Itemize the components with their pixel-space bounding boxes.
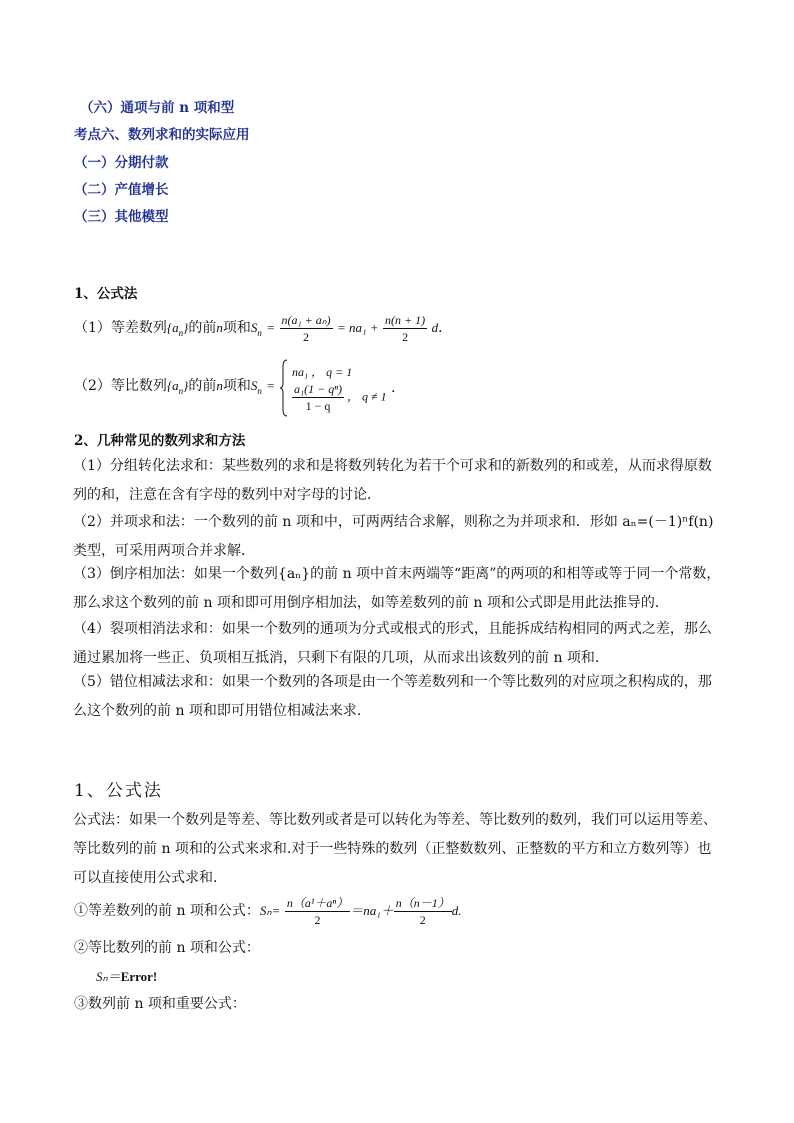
case-1: na₁ ， q = 1 xyxy=(291,364,353,379)
formula-symbol: {a xyxy=(166,320,179,335)
outline-item-2: 考点六、数列求和的实际应用 xyxy=(74,127,250,143)
section-heading-formula-method: 1、公式法 xyxy=(74,781,163,801)
formula-symbol: d xyxy=(431,320,439,335)
method-paragraph-4: （4）裂项相消法求和：如果一个数列的通项为分式或根式的形式，且能拆成结构相同的两式之差，那么通过累加将一些正、负项相互抵消，只剩下有限的几项，从而求出该数列的前 n 项和． xyxy=(73,621,712,666)
fraction-numerator: n(n + 1) xyxy=(385,312,426,327)
fraction xyxy=(394,895,452,928)
fraction-denominator: 2 xyxy=(314,912,321,927)
formula-symbol: = na₁ + xyxy=(337,320,379,335)
section-title-common-methods: 2、几种常见的数列求和方法 xyxy=(74,433,246,449)
formula-symbol: } xyxy=(183,320,189,335)
outline-item-1: （六）通项与前 n 项和型 xyxy=(80,100,235,116)
error-text: Error! xyxy=(120,969,158,984)
outline-item-4: （二）产值增长 xyxy=(74,182,169,198)
formula-text: 的前 xyxy=(188,378,217,394)
formula-subscript: n xyxy=(257,327,262,338)
piecewise-cases xyxy=(292,363,387,414)
formula-symbol: = xyxy=(266,320,276,335)
fraction-denominator: 2 xyxy=(402,329,409,344)
method-paragraph-5: （5）错位相减法求和：如果一个数列的各项是由一个等差数列和一个等比数列的对应项之积构成的，那么这个数列的前 n 项和即可用错位相减法来求. xyxy=(73,674,712,719)
geometric-formula-line xyxy=(96,962,157,992)
formula-symbol: d. xyxy=(451,903,462,918)
formula-symbol: } xyxy=(183,378,189,393)
formula-text: ． xyxy=(391,379,406,396)
formula-text: 的前 xyxy=(188,320,217,336)
left-brace xyxy=(280,359,288,417)
formula-symbol: n xyxy=(216,320,223,335)
formula-text: ． xyxy=(438,320,453,336)
case-2-condition: ， q ≠ 1 xyxy=(347,389,387,404)
formula-arithmetic-sum xyxy=(74,310,452,351)
formula-subscript: n xyxy=(178,327,184,338)
outline-item-5: （三）其他模型 xyxy=(74,209,169,225)
formula-symbol: n xyxy=(216,378,223,393)
formula-geometric-sum xyxy=(74,356,405,416)
outline-item-3: （一）分期付款 xyxy=(74,155,169,171)
fraction-numerator: a₁(1 − qⁿ) xyxy=(293,381,343,396)
formula-symbol: Sₙ＝ xyxy=(96,969,121,984)
formula-symbol: = xyxy=(266,378,276,393)
fraction xyxy=(292,381,344,414)
fraction-numerator: n（n－1） xyxy=(395,895,450,910)
fraction xyxy=(383,312,427,345)
fraction-numerator: n（a¹＋aⁿ） xyxy=(286,895,349,910)
important-formulas-label: ③数列前 n 项和重要公式： xyxy=(74,996,246,1012)
formula-text: 项和 xyxy=(222,320,251,336)
formula-symbol: Sₙ= xyxy=(259,903,281,918)
method-paragraph-3: （3）倒序相加法：如果一个数列{aₙ}的前 n 项中首末两端等“距离”的两项的和相等或等于同一个常数，那么求这个数列的前 n 项和即可用倒序相加法，如等差数列的前 n 项和公式即是用此法推导的． xyxy=(73,566,721,611)
arithmetic-formula-line xyxy=(74,893,462,929)
formula-symbol: ＝na₁＋ xyxy=(350,903,394,918)
formula-method-intro: 公式法：如果一个数列是等差、等比数列或者是可以转化为等差、等比数列的数列，我们可以运用等差、等比数列的前 n 项和的公式来求和.对于一些特殊的数列（正整数数列、正整数的平方和立方数列等）也可以直接使用公式求和. xyxy=(73,812,717,886)
method-paragraph-2: （2）并项求和法：一个数列的前 n 项和中，可两两结合求解，则称之为并项求和．形如 aₙ=(－1)ⁿf(n)类型，可采用两项合并求解． xyxy=(73,514,714,559)
fraction xyxy=(285,895,350,928)
formula-label: ①等差数列的前 n 项和公式： xyxy=(74,903,260,919)
fraction-denominator: 2 xyxy=(419,912,426,927)
formula-text: （2）等比数列 xyxy=(74,378,167,394)
fraction-numerator: n(a₁ + aₙ) xyxy=(281,312,331,327)
formula-symbol: {a xyxy=(166,378,179,393)
formula-symbol: S xyxy=(250,378,258,393)
fraction-denominator: 2 xyxy=(303,329,310,344)
formula-text: （1）等差数列 xyxy=(74,320,167,336)
fraction-denominator: 1 − q xyxy=(305,398,331,413)
formula-subscript: n xyxy=(178,385,184,396)
section-title-formula-method: 1、公式法 xyxy=(74,286,138,302)
method-paragraph-1: （1）分组转化法求和：某些数列的求和是将数列转化为若干个可求和的新数列的和或差，从而求得原数列的和，注意在含有字母的数列中对字母的讨论． xyxy=(73,458,712,503)
formula-subscript: n xyxy=(257,385,262,396)
formula-text: 项和 xyxy=(222,378,251,394)
formula-symbol: S xyxy=(250,320,258,335)
geometric-formula-label: ②等比数列的前 n 项和公式： xyxy=(74,940,260,956)
fraction xyxy=(280,312,333,345)
